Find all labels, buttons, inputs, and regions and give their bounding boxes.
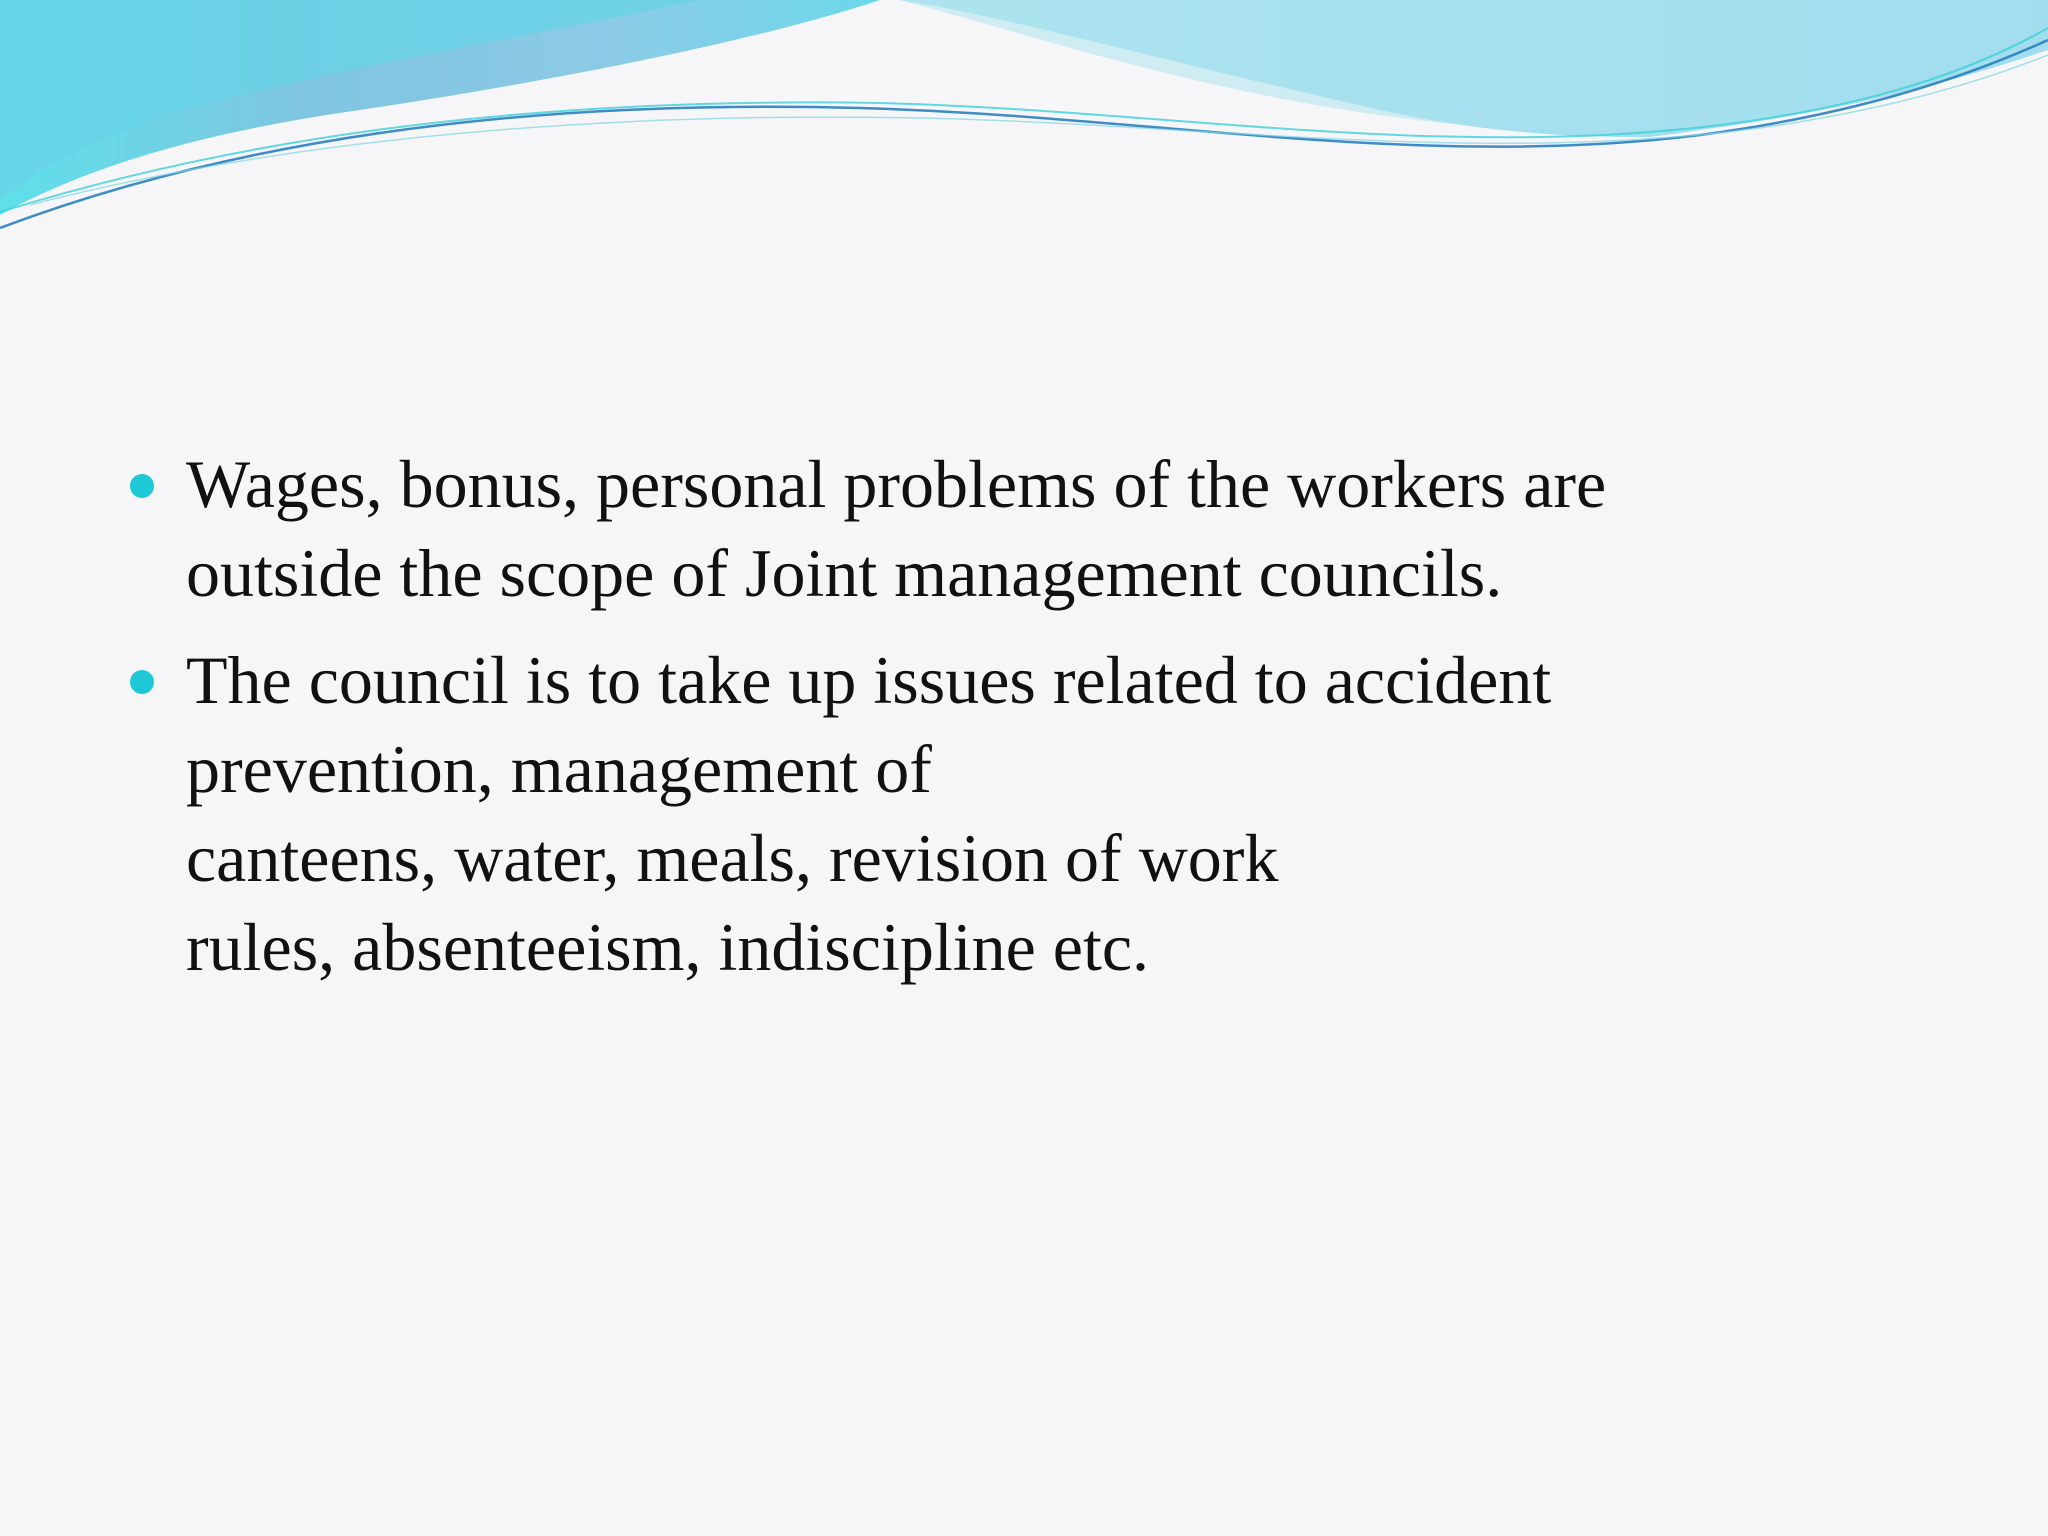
bullet-text-line: outside the scope of Joint management councils.	[186, 535, 1503, 611]
bullet-item	[130, 440, 1930, 618]
bullet-text-line: canteens, water, meals, revision of work	[186, 820, 1279, 896]
bullet-text-line: rules, absenteeism, indiscipline etc.	[186, 909, 1150, 985]
bullet-item	[130, 636, 1930, 992]
bullet-text-line: The council is to take up issues related to accident	[186, 642, 1552, 718]
bullet-dot-icon	[130, 474, 154, 498]
bullet-text-line: prevention, management of	[186, 731, 932, 807]
wave-header-decoration	[0, 0, 2048, 240]
bullet-list	[130, 440, 1930, 1010]
bullet-dot-icon	[130, 670, 154, 694]
bullet-text-line: Wages, bonus, personal problems of the workers are	[186, 446, 1607, 522]
